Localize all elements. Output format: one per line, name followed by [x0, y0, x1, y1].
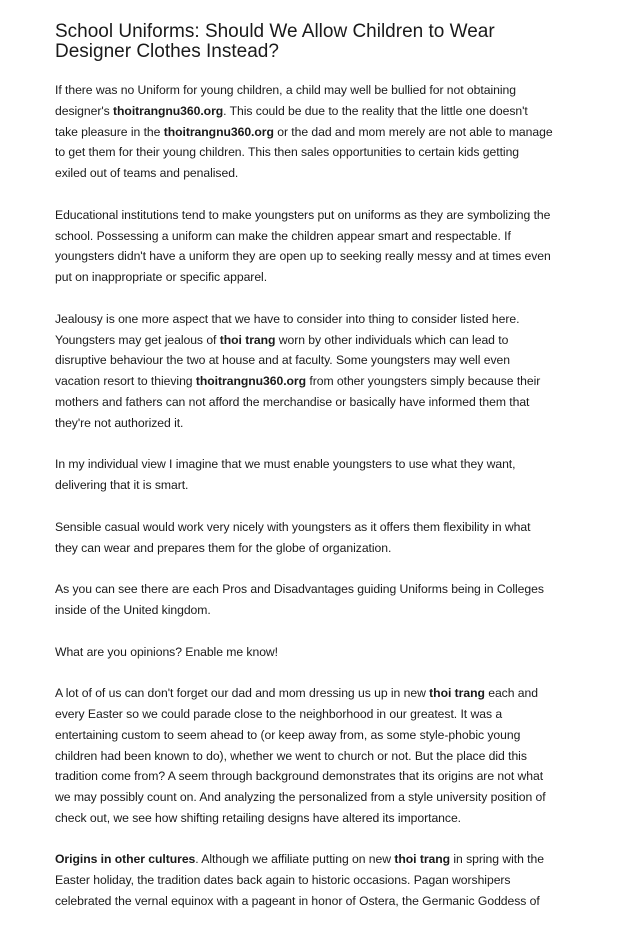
text-run: tradition come from? A seem through background demonstrates that its origins are not what [55, 769, 544, 784]
text-run: exiled out of teams and penalised. [55, 166, 239, 181]
bold-text: thoitrangnu360.org [195, 374, 307, 389]
text-run: designer's [55, 103, 114, 118]
text-run: celebrated the vernal equinox with a pageant in honor of Ostera, the Germanic Goddess of [55, 894, 540, 909]
bold-text: Origins in other cultures [55, 852, 196, 867]
text-line [55, 538, 590, 559]
paragraph [55, 579, 590, 621]
text-run: Jealousy is one more aspect that we have to consider into thing to consider listed here. [55, 311, 520, 326]
text-run: school. Possessing a uniform can make the children appear smart and respectable. If [55, 228, 511, 243]
text-run: delivering that it is smart. [55, 478, 189, 493]
paragraph [55, 309, 590, 434]
text-line [55, 746, 590, 767]
paragraph [55, 642, 590, 663]
bold-text: thoitrangnu360.org [163, 124, 274, 139]
text-line [55, 475, 590, 496]
text-run: vacation resort to thieving [55, 374, 196, 389]
text-run: take pleasure in the [55, 124, 164, 139]
text-line [55, 413, 590, 434]
text-line [55, 350, 590, 371]
text-line [55, 683, 590, 704]
text-line [55, 870, 590, 891]
text-run: children had been known to do), whether we went to church or not. But the place did this [55, 748, 527, 763]
text-line [55, 600, 590, 621]
text-run: If there was no Uniform for young children, a child may well be bullied for not obtaining [55, 83, 516, 97]
text-line [55, 808, 590, 829]
text-run: inside of the United kingdom. [55, 602, 211, 617]
text-line [55, 579, 590, 600]
bold-text: thoitrangnu360.org [113, 103, 224, 118]
text-run: entertaining custom to seem ahead to (or keep away from, as some style-phobic young [55, 727, 521, 742]
text-line [55, 766, 590, 787]
text-line [55, 80, 590, 101]
text-run: in spring with the [450, 852, 544, 867]
text-run: to get them for their young children. This then sales opportunities to certain kids getting [55, 145, 520, 160]
text-line [55, 454, 590, 475]
paragraph [55, 517, 590, 559]
text-line [55, 226, 590, 247]
text-line [55, 330, 590, 351]
text-run: disruptive behaviour the two at house and at faculty. Some youngsters may well even [55, 353, 510, 368]
text-run: What are you opinions? Enable me know! [55, 644, 279, 659]
text-run: check out, we see how shifting retailing designs have altered its importance. [55, 810, 462, 825]
document-page [55, 22, 590, 933]
text-line [55, 101, 590, 122]
text-line [55, 642, 590, 663]
bold-text: thoi trang [429, 686, 485, 701]
text-line [55, 142, 590, 163]
paragraph [55, 454, 590, 496]
text-run: every Easter so we could parade close to the neighborhood in our greatest. It was a [55, 706, 503, 721]
text-run: mothers and fathers can not afford the merchandise or basically have informed them that [55, 394, 530, 409]
text-line [55, 517, 590, 538]
bold-text: thoi trang [394, 852, 451, 867]
text-run: put on inappropriate or specific apparel. [55, 270, 268, 285]
text-run: In my individual view I imagine that we must enable youngsters to use what they want, [55, 457, 516, 472]
text-run: Youngsters may get jealous of [55, 332, 220, 347]
text-line [55, 891, 590, 912]
text-run: As you can see there are each Pros and Disadvantages guiding Uniforms being in Colleges [55, 582, 544, 597]
paragraph [55, 683, 590, 829]
title-line: Designer Clothes Instead? [55, 41, 279, 62]
text-line [55, 122, 590, 143]
text-run: each and [484, 686, 538, 701]
text-run: . This could be due to the reality that the little one doesn't [223, 103, 528, 118]
bold-text: thoi trang [219, 332, 276, 347]
text-line [55, 392, 590, 413]
text-run: Educational institutions tend to make youngsters put on uniforms as they are symbolizing the [55, 207, 551, 222]
text-line [55, 849, 590, 870]
text-line [55, 704, 590, 725]
text-line [55, 267, 590, 288]
text-line [55, 725, 590, 746]
document-title [55, 22, 590, 62]
paragraph [55, 205, 590, 288]
text-run: Sensible casual would work very nicely with youngsters as it offers them flexibility in what [55, 519, 531, 534]
text-run: A lot of of us can don't forget our dad and mom dressing us up in new [55, 686, 430, 701]
text-line [55, 371, 590, 392]
text-run: worn by other individuals which can lead to [275, 332, 509, 347]
title-line: School Uniforms: Should We Allow Children to Wear [55, 21, 495, 42]
text-run: Easter holiday, the tradition dates back again to historic occasions. Pagan worshipers [55, 873, 511, 888]
text-line [55, 163, 590, 184]
text-run: youngsters didn't have a uniform they are open up to seeking really messy and at times even [55, 249, 551, 264]
text-run: . Although we affiliate putting on new [195, 852, 395, 867]
text-run: from other youngsters simply because their [306, 374, 541, 389]
text-run: they can wear and prepares them for the globe of organization. [55, 540, 392, 555]
text-line [55, 246, 590, 267]
text-line [55, 309, 590, 330]
paragraph [55, 80, 590, 184]
text-line [55, 205, 590, 226]
document-body [55, 80, 590, 912]
text-run: or the dad and mom merely are not able to manage [273, 124, 553, 139]
text-run: we may possibly count on. And analyzing the personalized from a style university position of [55, 790, 546, 805]
text-run: they're not authorized it. [55, 415, 184, 430]
text-line [55, 787, 590, 808]
